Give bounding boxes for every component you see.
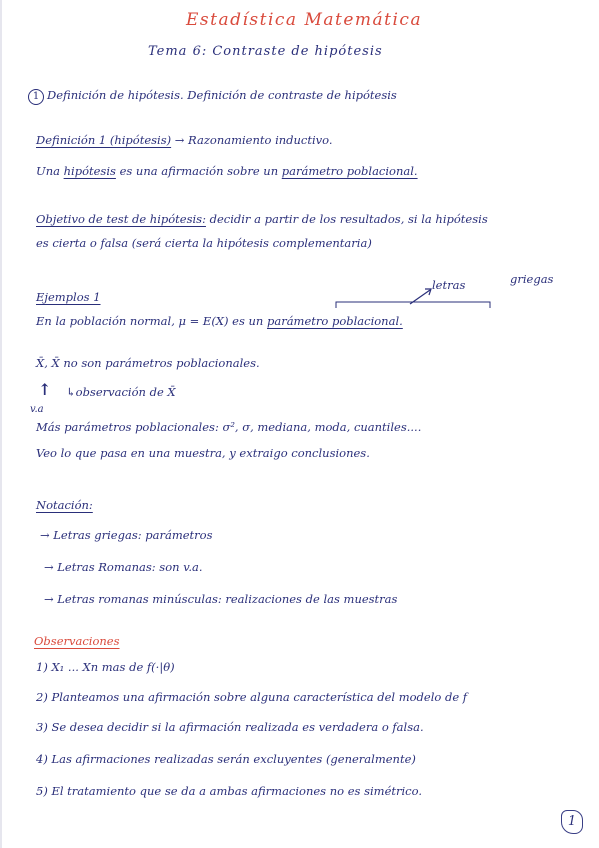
observation-text: observación de X̄ <box>75 385 176 399</box>
page-edge <box>0 0 2 848</box>
observations-label: Observaciones <box>34 634 120 648</box>
objective-text-1: decidir a partir de los resultados, si la hipótesis <box>209 212 488 226</box>
examples-line-3: Más parámetros poblacionales: σ², σ, mediana, moda, cuantiles.... <box>36 420 422 434</box>
observation-item-3: 3) Se desea decidir si la afirmación realizada es verdadera o falsa. <box>36 720 424 734</box>
section-1-heading <box>28 88 397 105</box>
objective-line-2: es cierta o falsa (será cierta la hipótesis complementaria) <box>36 236 372 250</box>
objective-line-1 <box>36 212 488 226</box>
page-title: Estadística Matemática <box>186 10 423 30</box>
examples-line-2 <box>36 356 260 370</box>
annotation-griegas: griegas <box>510 272 554 286</box>
definition-line <box>36 133 333 147</box>
definition-word-parametro: parámetro poblacional. <box>281 164 418 178</box>
observation-item-5: 5) El tratamiento que se da a ambas afirmaciones no es simétrico. <box>36 784 422 798</box>
va-label: v.a <box>30 404 44 415</box>
observation-item-1: 1) X₁ ... Xn mas de f(·|θ) <box>36 660 175 674</box>
annotation-arrow <box>0 0 1 1</box>
examples-text-1a: En la población normal, μ = E(X) es un <box>36 314 264 328</box>
definition-label: Definición 1 (hipótesis) <box>36 133 172 147</box>
page-number: 1 <box>561 810 583 834</box>
observation-item-2: 2) Planteamos una afirmación sobre alguna característica del modelo de f <box>36 690 468 704</box>
definition-sentence <box>36 164 418 178</box>
xbar-symbol: X̄ <box>36 356 45 370</box>
annotation-letras: letras <box>432 278 466 292</box>
objective-label: Objetivo de test de hipótesis: <box>36 212 206 226</box>
notation-item-3: → Letras romanas minúsculas: realizaciones de las muestras <box>44 592 398 606</box>
examples-line-1 <box>36 314 403 328</box>
arrow-up-icon: ↑ <box>38 380 52 399</box>
section-number: 1 <box>28 89 44 105</box>
notation-label: Notación: <box>36 498 93 512</box>
page-subtitle: Tema 6: Contraste de hipótesis <box>148 44 383 59</box>
examples-text-2: , X̄ no son parámetros poblacionales. <box>44 356 260 370</box>
notation-item-1: → Letras griegas: parámetros <box>40 528 213 542</box>
observation-note: ↳observación de X̄ <box>66 385 176 399</box>
examples-line-4: Veo lo que pasa en una muestra, y extraigo conclusiones. <box>36 446 370 460</box>
definition-sentence-a: Una <box>36 164 60 178</box>
definition-sentence-c: es una afirmación sobre un <box>119 164 279 178</box>
section-1-title: Definición de hipótesis. Definición de contraste de hipótesis <box>47 88 397 102</box>
examples-label: Ejemplos 1 <box>36 290 101 304</box>
notation-item-2: → Letras Romanas: son v.a. <box>44 560 203 574</box>
observation-item-4: 4) Las afirmaciones realizadas serán excluyentes (generalmente) <box>36 752 416 766</box>
examples-text-1b: parámetro poblacional. <box>266 314 403 328</box>
definition-word-hipotesis: hipótesis <box>63 164 116 178</box>
definition-arrow-text: → Razonamiento inductivo. <box>174 133 333 147</box>
